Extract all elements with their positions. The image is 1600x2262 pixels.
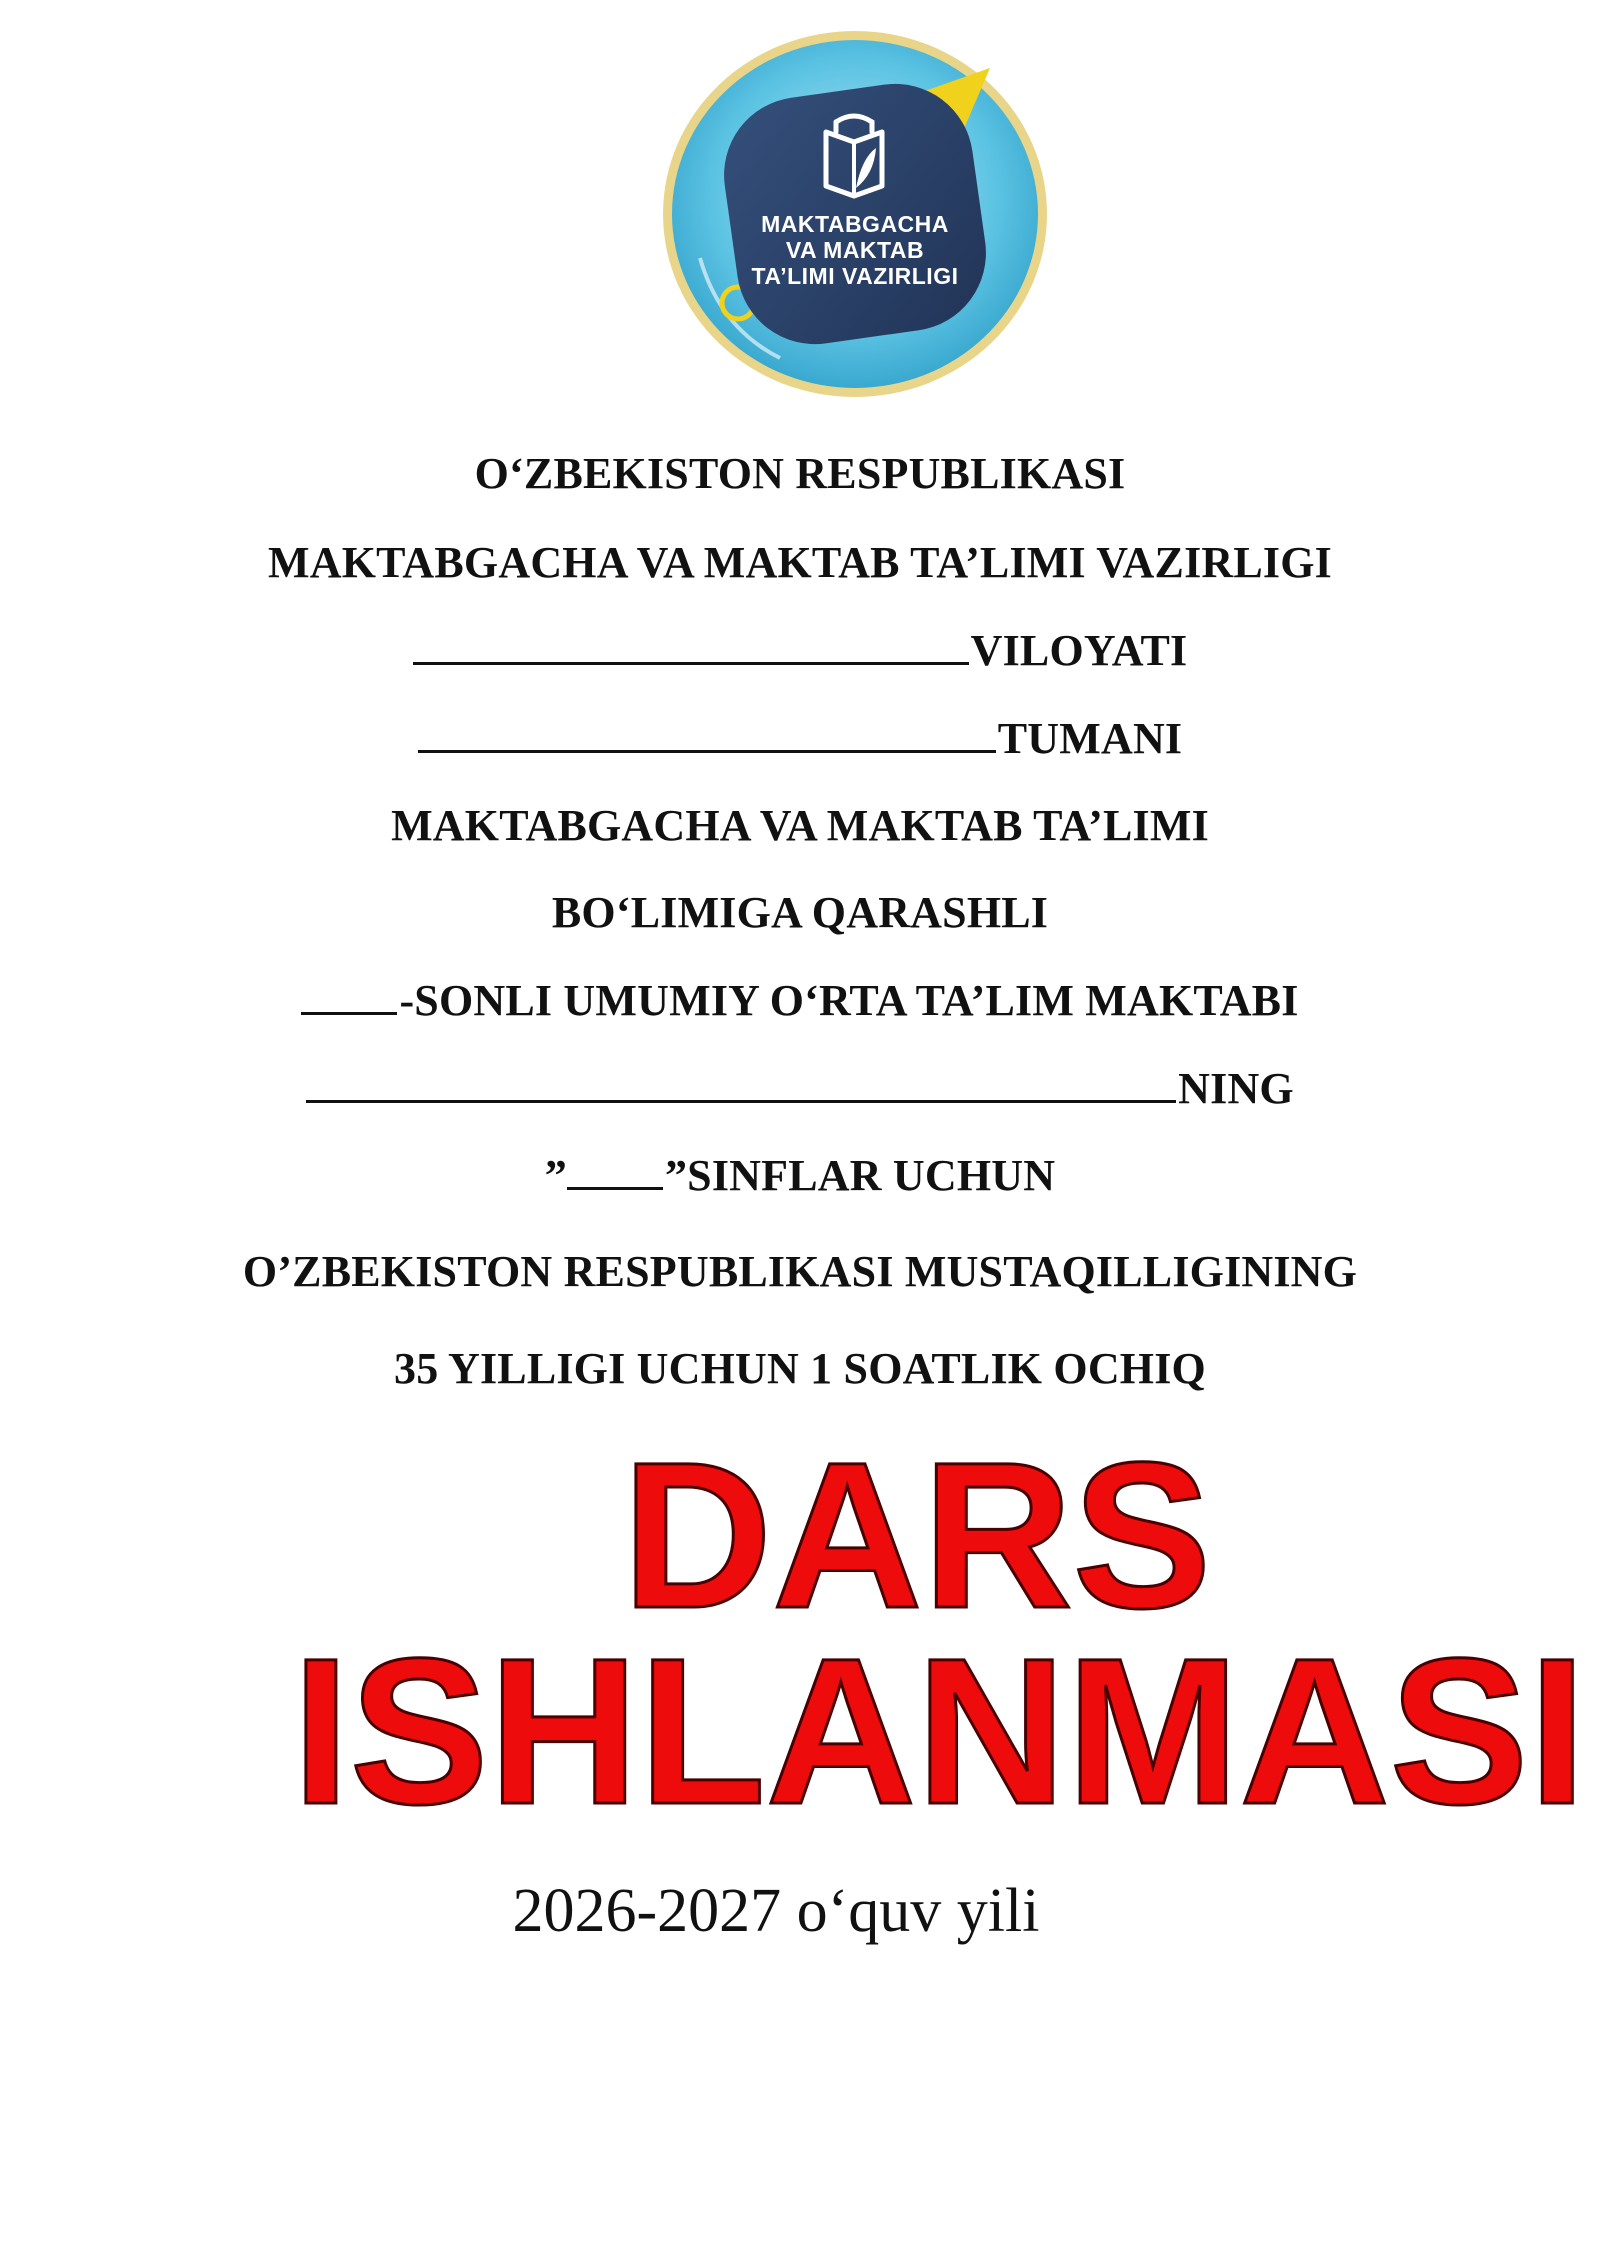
- class-label: ”SINFLAR UCHUN: [664, 1151, 1056, 1200]
- title-word-dars: DARS: [622, 1420, 1212, 1652]
- district-blank: [418, 750, 996, 753]
- title-word-ishlanmasi: ISHLANMASI: [292, 1616, 1587, 1848]
- country-name: O‘ZBEKISTON RESPUBLIKASI: [474, 449, 1126, 498]
- academic-year: 2026-2027 o‘quv yili: [512, 1877, 1040, 1945]
- logo-text-line3: TA’LIMI VAZIRLIGI: [751, 263, 959, 289]
- region-line: [0, 626, 1600, 675]
- ministry-name: MAKTABGACHA VA MAKTAB TA’LIMI VAZIRLIGI: [268, 538, 1332, 587]
- district-line: [0, 714, 1600, 763]
- class-line: [0, 1151, 1600, 1200]
- ministry-logo-emblem: [660, 28, 1050, 400]
- class-blank: [567, 1187, 663, 1190]
- teacher-suffix: NING: [1178, 1064, 1294, 1113]
- ministry-logo: [660, 28, 1050, 400]
- region-label: VILOYATI: [970, 626, 1188, 675]
- independence-line: O’ZBEKISTON RESPUBLIKASI MUSTAQILLIGINING: [242, 1247, 1358, 1296]
- class-quote-open: ”: [544, 1151, 567, 1200]
- school-number-blank: [301, 1012, 397, 1015]
- teacher-name-blank: [306, 1100, 1176, 1103]
- logo-text-line2: VA MAKTAB: [785, 237, 925, 263]
- department-line1: MAKTABGACHA VA MAKTAB TA’LIMI: [391, 801, 1209, 850]
- school-line: [0, 976, 1600, 1025]
- anniversary-line: 35 YILLIGI UCHUN 1 SOATLIK OCHIQ: [394, 1344, 1206, 1393]
- district-label: TUMANI: [997, 714, 1183, 763]
- school-label: -SONLI UMUMIY O‘RTA TA’LIM MAKTABI: [399, 976, 1299, 1025]
- teacher-line: [0, 1064, 1600, 1113]
- department-line2: BO‘LIMIGA QARASHLI: [551, 888, 1049, 937]
- region-blank: [413, 662, 969, 665]
- logo-text-line1: MAKTABGACHA: [761, 211, 949, 237]
